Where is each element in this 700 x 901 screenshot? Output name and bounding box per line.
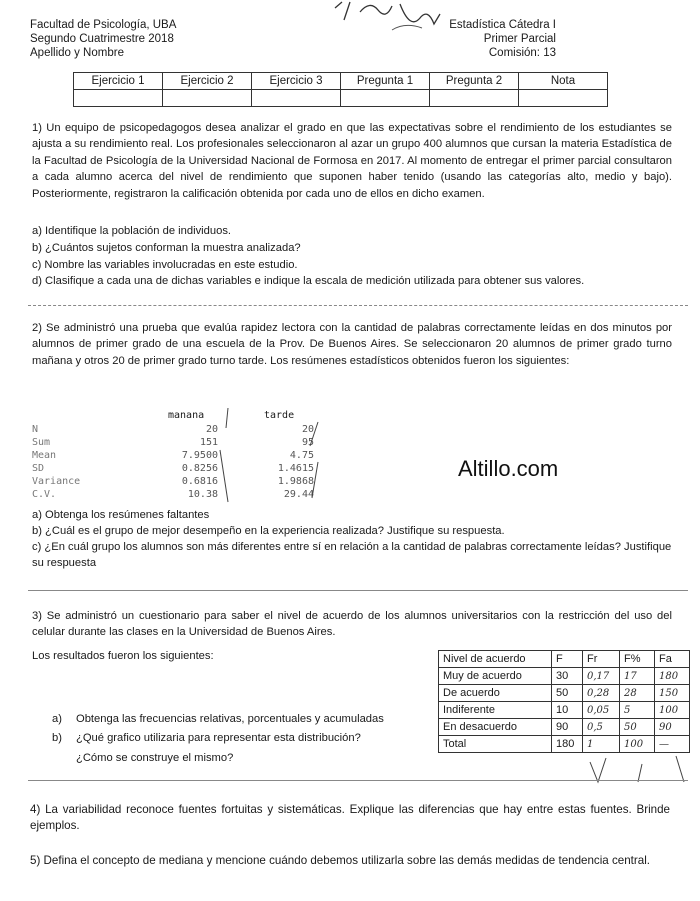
q2-item-b: b) ¿Cuál es el grupo de mejor desempeño en la experiencia realizada? Justifique su respuesta. <box>32 525 505 537</box>
freq-header-row <box>439 651 690 668</box>
grades-col-p1: Pregunta 1 <box>341 73 430 90</box>
freq-fr-handwritten: 0,5 <box>583 719 620 736</box>
stat-tarde: 29.44 <box>283 489 314 500</box>
freq-fr-handwritten: 0,05 <box>583 702 620 719</box>
faculty-line: Facultad de Psicología, UBA <box>30 19 177 31</box>
freq-fa-handwritten: 180 <box>655 668 690 685</box>
q3-item-b-marker: b) <box>52 732 62 744</box>
name-line: Apellido y Nombre <box>30 47 124 59</box>
stat-label: C.V. <box>32 489 57 500</box>
stat-manana: 20 <box>205 424 218 435</box>
stat-tarde: 95 <box>301 437 314 448</box>
q1-item-a: a) Identifique la población de individuos. <box>32 225 232 237</box>
q2-text: 2) Se administró una prueba que evalúa rapidez lectora con la cantidad de palabras correctamente leídas en dos minutos por alumnos de primer grado de una escuela de la Prov. De Buenos Aires. Se seleccionaron 20 alumnos de primer grado turno mañana y otros 20 de primer grado turno tarde. Los resúmenes estadísticos obtenidos fueron los siguientes: <box>32 322 672 367</box>
grades-header-row <box>74 73 608 90</box>
q1-item-d: d) Clasifique a cada una de dichas variables e indique la escala de medición utilizada para obtener sus valores. <box>32 275 585 287</box>
freq-row <box>439 719 690 736</box>
q5-text: 5) Defina el concepto de mediana y mencione cuándo debemos utilizarla sobre las demás medidas de tendencia central. <box>30 854 650 867</box>
stat-manana: 10.38 <box>187 489 218 500</box>
freq-f: 10 <box>552 702 583 719</box>
freq-fr-handwritten: 0,17 <box>583 668 620 685</box>
handwritten-checkmarks <box>580 752 690 792</box>
q3-item-b2: ¿Cómo se construye el mismo? <box>76 752 234 764</box>
freq-fa-handwritten: — <box>655 736 690 753</box>
q1-item-b: b) ¿Cuántos sujetos conforman la muestra analizada? <box>32 242 301 254</box>
freq-nivel: En desacuerdo <box>439 719 552 736</box>
stat-manana: 7.9500 <box>181 450 218 461</box>
q1-text: 1) Un equipo de psicopedagogos desea analizar el grado en que las expectativas sobre el rendimiento de los estudiantes se ajusta a su rendimiento real. Los profesionales seleccionaron al azar un grupo 400 alumnos que cursan la materia Estadística de la Facultad de Psicología de la Universidad Nacional de Formosa en 2017. Al momento de entregar el primer parcial consultaron a cada alumno acerca del nivel de rendimiento que suponen haber tenido (usando las categorías alto, medio y bajo). Posteriormente, registraron la calificación obtenida por cada uno de ellos en dicho examen. <box>32 122 672 200</box>
freq-nivel: Indiferente <box>439 702 552 719</box>
freq-nivel: Total <box>439 736 552 753</box>
freq-fr-handwritten: 0,28 <box>583 685 620 702</box>
freq-header-f: F <box>552 651 583 668</box>
freq-f: 50 <box>552 685 583 702</box>
freq-fa-handwritten: 90 <box>655 719 690 736</box>
grades-cell[interactable] <box>341 90 430 107</box>
stat-tarde: 20 <box>301 424 314 435</box>
grades-col-nota: Nota <box>519 73 608 90</box>
q4-text: 4) La variabilidad reconoce fuentes fortuitas y sistemáticas. Explique las diferencias que hay entre estas fuentes. Brinde ejemplos. <box>30 803 670 833</box>
q3-results: Los resultados fueron los siguientes: <box>32 650 214 662</box>
freq-fp-handwritten: 50 <box>620 719 655 736</box>
grades-col-ej1: Ejercicio 1 <box>74 73 163 90</box>
stat-manana: 0.8256 <box>181 463 218 474</box>
q3-item-b: ¿Qué grafico utilizaria para representar esta distribución? <box>76 732 361 744</box>
freq-fp-handwritten: 100 <box>620 736 655 753</box>
q2-item-a: a) Obtenga los resúmenes faltantes <box>32 509 210 521</box>
grades-cell[interactable] <box>74 90 163 107</box>
q3-item-a: Obtenga las frecuencias relativas, porcentuales y acumuladas <box>76 713 384 725</box>
grades-cell[interactable] <box>163 90 252 107</box>
handwritten-checkmarks <box>200 402 330 512</box>
stat-manana: 151 <box>199 437 218 448</box>
q2-col-tarde: tarde <box>264 410 295 421</box>
stat-tarde: 1.9868 <box>277 476 314 487</box>
stat-tarde: 1.4615 <box>277 463 314 474</box>
header-left <box>30 18 176 60</box>
grades-col-p2: Pregunta 2 <box>430 73 519 90</box>
signature-scribble <box>330 0 450 40</box>
freq-fa-handwritten: 150 <box>655 685 690 702</box>
freq-nivel: De acuerdo <box>439 685 552 702</box>
course-line: Estadística Cátedra I <box>449 19 556 31</box>
freq-header-fp: F% <box>620 651 655 668</box>
grades-cell[interactable] <box>519 90 608 107</box>
freq-fp-handwritten: 28 <box>620 685 655 702</box>
freq-f: 180 <box>552 736 583 753</box>
freq-row <box>439 668 690 685</box>
freq-f: 30 <box>552 668 583 685</box>
stat-label: Mean <box>32 450 57 461</box>
freq-header-nivel: Nivel de acuerdo <box>439 651 552 668</box>
grades-cell[interactable] <box>252 90 341 107</box>
stat-label: Sum <box>32 437 51 448</box>
freq-f: 90 <box>552 719 583 736</box>
freq-row <box>439 702 690 719</box>
grades-col-ej2: Ejercicio 2 <box>163 73 252 90</box>
freq-row <box>439 685 690 702</box>
watermark-logo: Altillo.com <box>458 456 559 481</box>
separator <box>28 590 688 591</box>
freq-header-fr: Fr <box>583 651 620 668</box>
header-right <box>440 18 556 60</box>
freq-fa-handwritten: 100 <box>655 702 690 719</box>
stat-tarde: 4.75 <box>289 450 314 461</box>
stat-label: Variance <box>32 476 81 487</box>
term-line: Segundo Cuatrimestre 2018 <box>30 33 174 45</box>
freq-header-fa: Fa <box>655 651 690 668</box>
grades-cell[interactable] <box>430 90 519 107</box>
freq-fp-handwritten: 17 <box>620 668 655 685</box>
grades-table <box>73 72 608 107</box>
exam-line: Primer Parcial <box>483 33 556 45</box>
separator <box>28 305 688 306</box>
freq-fp-handwritten: 5 <box>620 702 655 719</box>
grades-col-ej3: Ejercicio 3 <box>252 73 341 90</box>
q1-item-c: c) Nombre las variables involucradas en este estudio. <box>32 259 298 271</box>
freq-total-row <box>439 736 690 753</box>
freq-nivel: Muy de acuerdo <box>439 668 552 685</box>
commission-line: Comisión: 13 <box>488 47 556 59</box>
grades-score-row <box>74 90 608 107</box>
freq-fr-handwritten: 1 <box>583 736 620 753</box>
frequency-table <box>438 650 690 753</box>
stat-label: SD <box>32 463 45 474</box>
q3-text: 3) Se administró un cuestionario para saber el nivel de acuerdo de los alumnos universitarios con la restricción del uso del celular durante las clases en la Universidad de Buenos Aires. <box>32 610 672 639</box>
stat-label: N <box>32 424 39 435</box>
q2-item-c: c) ¿En cuál grupo los alumnos son más diferentes entre sí en relación a la cantidad de palabras correctamente leídas? Justifique su respuesta <box>32 541 672 569</box>
q2-col-manana: manana <box>168 410 205 421</box>
q3-item-a-marker: a) <box>52 713 62 725</box>
stat-manana: 0.6816 <box>181 476 218 487</box>
separator <box>28 780 688 781</box>
